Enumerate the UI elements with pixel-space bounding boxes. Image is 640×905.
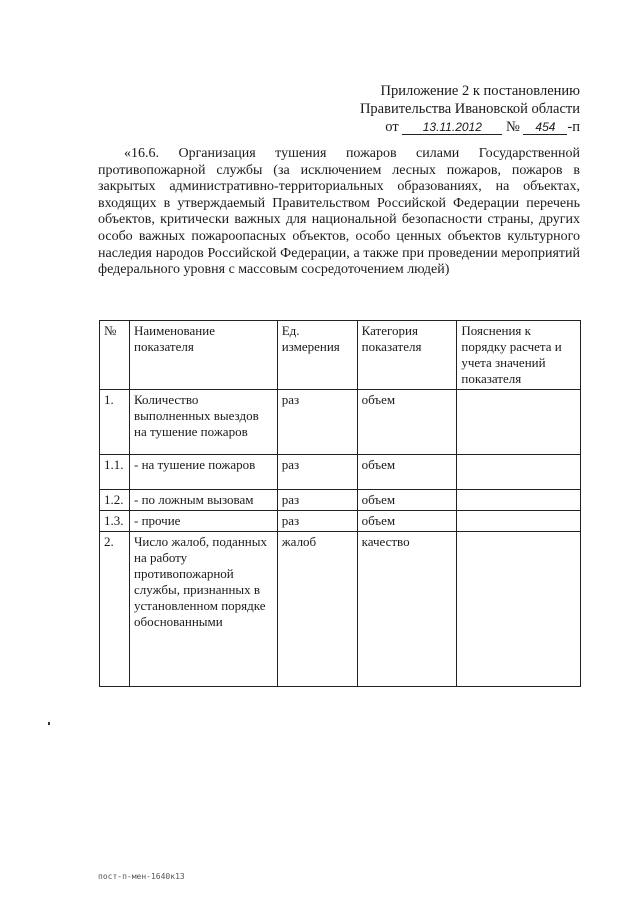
row-number: 1.1. bbox=[100, 455, 130, 490]
number-suffix: -п bbox=[567, 119, 580, 135]
row-category: качество bbox=[357, 532, 457, 687]
row-category: объем bbox=[357, 490, 457, 511]
table-row bbox=[100, 511, 581, 532]
row-name: Число жалоб, поданных на работу противопожарной службы, признанных в установленном порядке обоснованными bbox=[129, 532, 277, 687]
row-category: объем bbox=[357, 511, 457, 532]
number-label: № bbox=[505, 119, 520, 135]
row-unit: раз bbox=[277, 490, 357, 511]
section-intro-paragraph: «16.6. Организация тушения пожаров силами Государственной противопожарной службы (за исключением лесных пожаров, пожаров в закрытых административно-территориальных образованиях, на объектах, входящих в утверждаемый Правительством Российской Федерации перечень объектов, критически важных для национальной безопасности страны, других особо важных пожароопасных объектов, особо ценных объектов культурного наследия народов Российской Федерации, а также при проведении мероприятий федерального уровня с массовым сосредоточением людей) bbox=[98, 146, 580, 278]
table-row bbox=[100, 455, 581, 490]
header-cell-number: № bbox=[100, 321, 130, 390]
handwritten-number: 454 bbox=[523, 120, 567, 135]
row-name: Количество выполненных выездов на тушение пожаров bbox=[129, 390, 277, 455]
from-label: от bbox=[385, 119, 399, 135]
header-cell-unit: Ед. измерения bbox=[277, 321, 357, 390]
row-unit: раз bbox=[277, 390, 357, 455]
row-unit: раз bbox=[277, 511, 357, 532]
row-unit: жалоб bbox=[277, 532, 357, 687]
row-category: объем bbox=[357, 455, 457, 490]
row-note bbox=[457, 511, 581, 532]
row-note bbox=[457, 490, 581, 511]
appendix-number-row bbox=[280, 118, 580, 136]
row-name: - на тушение пожаров bbox=[129, 455, 277, 490]
table-row bbox=[100, 490, 581, 511]
table-header-row bbox=[100, 321, 581, 390]
appendix-header bbox=[280, 82, 580, 136]
appendix-line-2: Правительства Ивановской области bbox=[359, 101, 580, 117]
footer-file-code: пост-п-мен-1640к13 bbox=[98, 872, 185, 881]
row-name: - по ложным вызовам bbox=[129, 490, 277, 511]
row-note bbox=[457, 455, 581, 490]
row-number: 1.3. bbox=[100, 511, 130, 532]
row-category: объем bbox=[357, 390, 457, 455]
appendix-line-1: Приложение 2 к постановлению bbox=[380, 83, 580, 99]
header-cell-name: Наименование показателя bbox=[129, 321, 277, 390]
row-unit: раз bbox=[277, 455, 357, 490]
scan-speck bbox=[48, 722, 50, 725]
table-row bbox=[100, 390, 581, 455]
indicators-table bbox=[99, 320, 581, 687]
row-number: 1. bbox=[100, 390, 130, 455]
row-note bbox=[457, 390, 581, 455]
row-number: 2. bbox=[100, 532, 130, 687]
row-number: 1.2. bbox=[100, 490, 130, 511]
header-cell-notes: Пояснения к порядку расчета и учета значений показателя bbox=[457, 321, 581, 390]
row-name: - прочие bbox=[129, 511, 277, 532]
row-note bbox=[457, 532, 581, 687]
header-cell-category: Категория показателя bbox=[357, 321, 457, 390]
table-row bbox=[100, 532, 581, 687]
handwritten-date: 13.11.2012 bbox=[402, 120, 502, 135]
